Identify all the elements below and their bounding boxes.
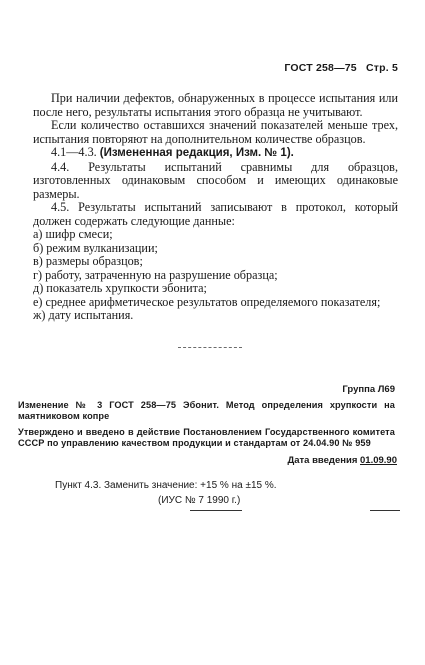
protocol-list <box>33 228 398 323</box>
amendment-source: (ИУС № 7 1990 г.) <box>158 495 241 506</box>
revision-note: (Измененная редакция, Изм. № 1). <box>99 147 294 159</box>
effective-date <box>287 455 397 466</box>
paragraph-defects: При наличии дефектов, обнаруженных в процессе испытания или после него, результаты испытания этого образца не учитывают. <box>33 91 398 119</box>
effective-date-label: Дата введения <box>287 455 358 466</box>
paragraph-repeat: Если количество оставшихся значений показателей меньше трех, испытания повторяют на дополнительном количестве образцов. <box>33 118 398 146</box>
list-item: г) работу, затраченную на разрушение образца; <box>33 267 278 282</box>
amendment-approval: Утверждено и введено в действие Постановлением Государственного комитета СССР по управлению качеством продукции и стандартам от 24.04.90 № 959 <box>18 427 395 448</box>
amendment-title: Изменение № 3 ГОСТ 258—75 Эбонит. Метод определения хрупкости на маятниковом копре <box>18 400 395 421</box>
group-code: Группа Л69 <box>342 384 395 395</box>
list-item: б) режим вулканизации; <box>33 240 158 255</box>
main-body <box>33 92 398 323</box>
amendment-text: Пункт 4.3. Заменить значение: +15 % на ±15 %. <box>55 480 277 491</box>
section-separator <box>178 347 242 352</box>
list-item: в) размеры образцов; <box>33 254 143 268</box>
list-item: е) среднее арифметическое результатов определяемого показателя; <box>33 294 381 309</box>
effective-date-value: 01.09.90 <box>360 455 397 466</box>
end-rule <box>370 510 400 511</box>
list-item: д) показатель хрупкости эбонита; <box>33 281 207 295</box>
paragraph-revision <box>33 146 398 161</box>
revision-ref: 4.1—4.3. <box>51 145 100 159</box>
paragraph-4-4: 4.4. Результаты испытаний сравнимы для образцов, изготовленных одинаковым способом и имеющих одинаковые размеры. <box>33 159 398 201</box>
amendment-body <box>55 478 375 508</box>
list-item: ж) дату испытания. <box>33 308 134 322</box>
list-item: а) шифр смеси; <box>33 227 113 241</box>
page-header <box>284 62 398 74</box>
end-rule <box>190 510 242 511</box>
paragraph-4-5: 4.5. Результаты испытаний записывают в протокол, который должен содержать следующие данные: <box>33 200 398 228</box>
page-number: Стр. 5 <box>365 62 398 74</box>
standard-number: ГОСТ 258—75 <box>284 62 357 74</box>
